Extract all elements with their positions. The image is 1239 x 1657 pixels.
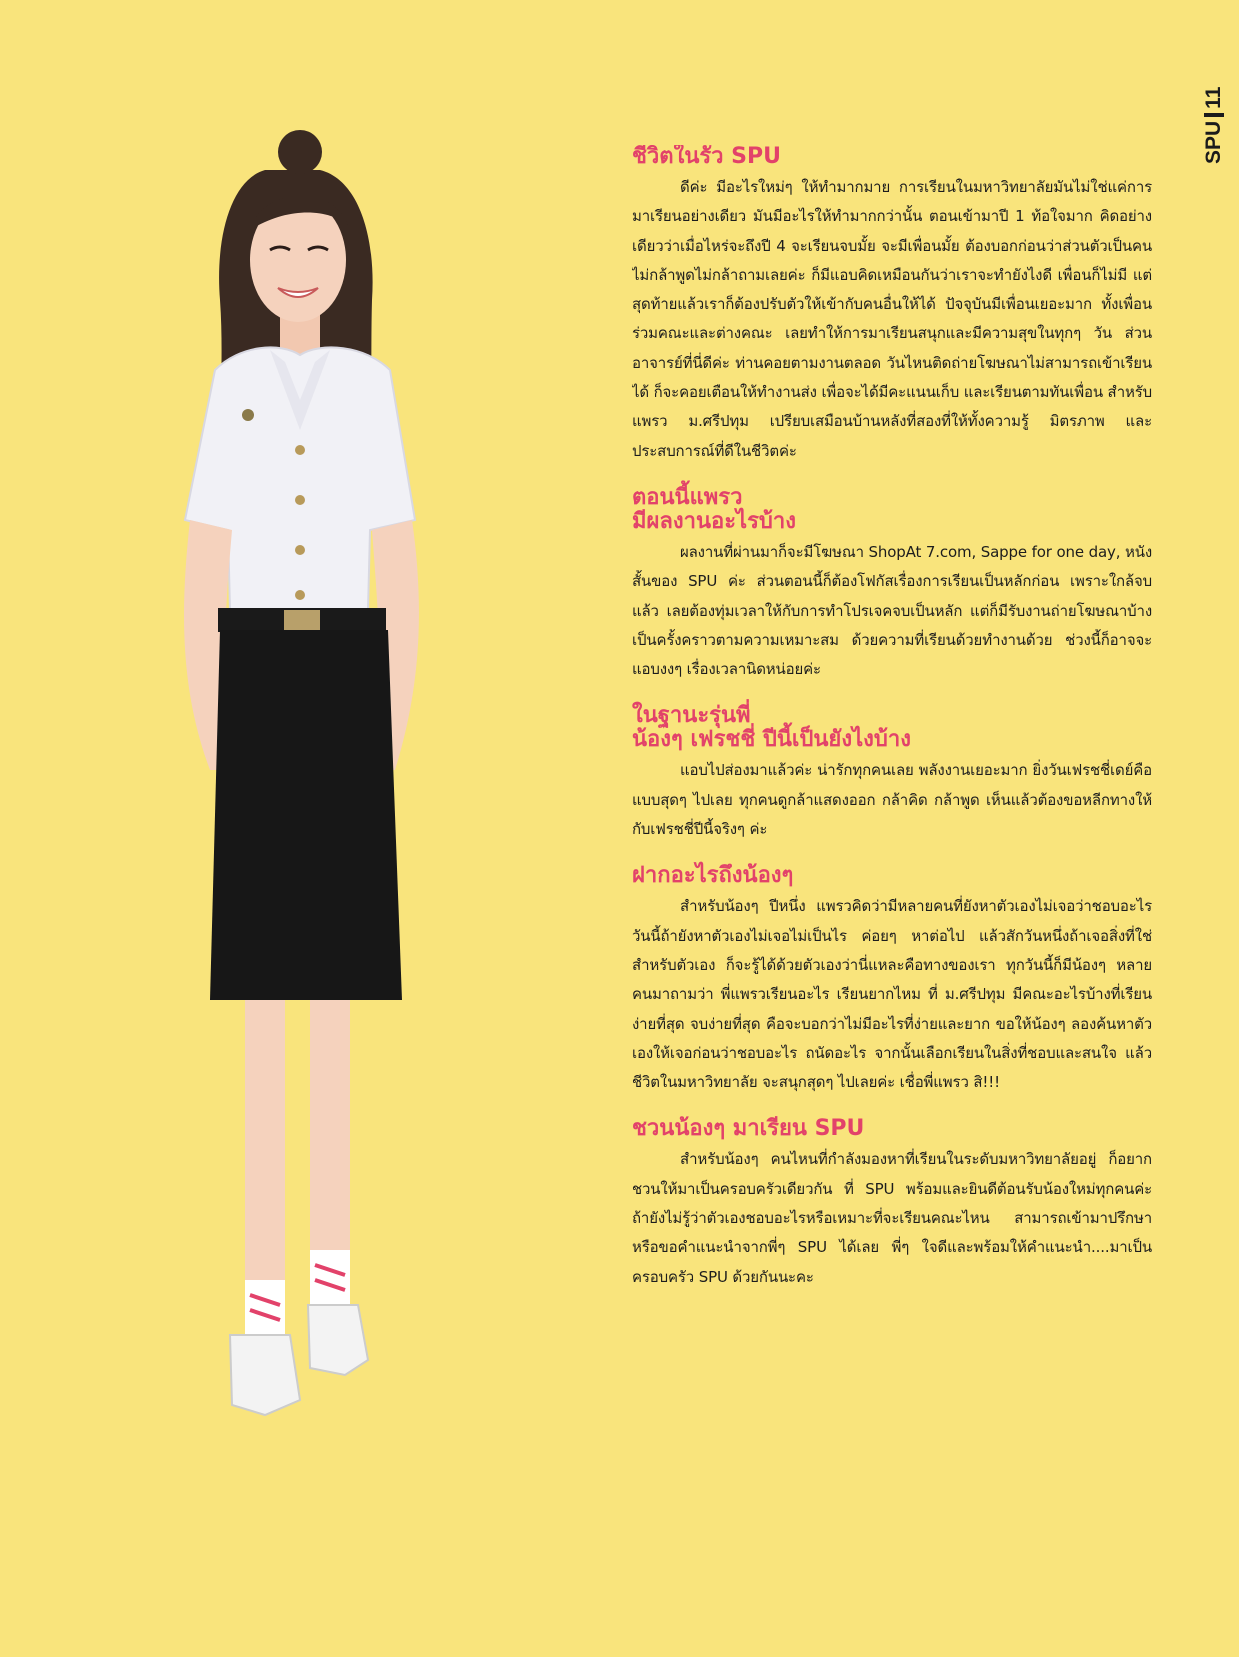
section-as-senior — [632, 704, 1152, 844]
section-heading: ชวนน้องๆ มาเรียน SPU — [632, 1116, 865, 1142]
section-heading: ในฐานะรุ่นพี่ น้องๆ เฟรชชี่ ปีนี้เป็นยังไงบ้าง — [632, 703, 911, 753]
section-body: ดีค่ะ มีอะไรใหม่ๆ ให้ทำมากมาย การเรียนในมหาวิทยาลัยมันไม่ใช่แค่การมาเรียนอย่างเดียว มันมีอะไรให้ทำมากกว่านั้น ตอนเข้ามาปี 1 ท้อใจมาก คิดอย่างเดียวว่าเมื่อไหร่จะถึงปี 4 จะเรียนจบมั้ย จะมีเพื่อนมั้ย ต้องบอกก่อนว่าส่วนตัวเป็นคนไม่กล้าพูดไม่กล้าถามเลยค่ะ ก็มีแอบคิดเหมือนกันว่าเราจะทำยังไงดี เพื่อนก็ไม่มี แต่สุดท้ายแล้วเราก็ต้องปรับตัวให้เข้ากับคนอื่นให้ได้ ปัจจุบันมีเพื่อนเยอะมาก ทั้งเพื่อนร่วมคณะและต่างคณะ เลยทำให้การมาเรียนสนุกและมีความสุขในทุกๆ วัน ส่วนอาจารย์ที่นี่ดีค่ะ ท่านคอยตามงานตลอด วันไหนติดถ่ายโฆษณาไม่สามารถเข้าเรียนได้ ก็จะคอยเตือนให้ทำงานส่ง เพื่อจะได้มีคะแนนเก็บ และเรียนตามทันเพื่อน สำหรับแพรว ม.ศรีปทุม เปรียบเสมือนบ้านหลังที่สองที่ให้ทั้งความรู้ มิตรภาพ และประสบการณ์ที่ดีในชีวิตค่ะ — [632, 178, 1152, 460]
student-illustration — [120, 130, 540, 1480]
section-message-to-juniors — [632, 864, 1152, 1097]
section-current-work — [632, 486, 1152, 684]
section-body: แอบไปส่องมาแล้วค่ะ น่ารักทุกคนเลย พลังงานเยอะมาก ยิ่งวันเฟรชชี่เดย์คือแบบสุดๆ ไปเลย ทุกคนดูกล้าแสดงออก กล้าคิด กล้าพูด เห็นแล้วต้องขอหลีกทางให้กับเฟรชชี่ปีนี้จริงๆ ค่ะ — [632, 761, 1152, 839]
student-photo — [120, 130, 540, 1480]
section-heading: ชีวิตในรั้ว SPU — [632, 145, 782, 169]
section-body: สำหรับน้องๆ ปีหนึ่ง แพรวคิดว่ามีหลายคนที่ยังหาตัวเองไม่เจอว่าชอบอะไร วันนี้ถ้ายังหาตัวเองไม่เจอไม่เป็นไร ค่อยๆ หาต่อไป แล้วสักวันหนึ่งถ้าเจอสิ่งที่ใช่สำหรับตัวเอง ก็จะรู้ได้ด้วยตัวเองว่านี่แหละคือทางของเรา ทุกวันนี้ก็มีน้องๆ หลายคนมาถามว่า พี่แพรวเรียนอะไร เรียนยากไหม ที่ ม.ศรีปทุม มีคณะอะไรบ้างที่เรียนง่ายที่สุด จบง่ายที่สุด คือจะบอกว่าไม่มีอะไรที่ง่ายและยาก ขอให้น้องๆ ลองค้นหาตัวเองให้เจอก่อนว่าชอบอะไร ถนัดอะไร จากนั้นเลือกเรียนในสิ่งที่ชอบและสนใจ แล้วชีวิตในมหาวิทยาลัย จะสนุกสุดๆ ไปเลยค่ะ เชื่อพี่แพรว สิ!!! — [632, 897, 1152, 1092]
section-heading: ฝากอะไรถึงน้องๆ — [632, 863, 794, 889]
brand-label: SPU — [1202, 120, 1225, 164]
section-heading: ตอนนี้แพรว มีผลงานอะไรบ้าง — [632, 484, 796, 534]
page-marker — [1201, 68, 1227, 164]
divider-bar — [1204, 113, 1224, 117]
page-number: 11 — [1202, 86, 1225, 109]
section-body: ผลงานที่ผ่านมาก็จะมีโฆษณา ShopAt 7.com, Sappe for one day, หนังสั้นของ SPU ค่ะ ส่วนตอนนี้ก็ต้องโฟกัสเรื่องการเรียนเป็นหลักก่อน เพราะใกล้จบแล้ว เลยต้องทุ่มเวลาให้กับการทำโปรเจคจบเป็นหลัก แต่ก็มีรับงานถ่ายโฆษณาบ้างเป็นครั้งคราวตามความเหมาะสม ด้วยความที่เรียนด้วยทำงานด้วย ช่วงนี้ก็อาจจะแอบงงๆ เรื่องเวลานิดหน่อยค่ะ — [632, 542, 1152, 679]
page-marker-text — [1201, 68, 1227, 164]
section-life-in-spu — [632, 145, 1152, 466]
article — [632, 145, 1152, 1525]
section-body: สำหรับน้องๆ คนไหนที่กำลังมองหาที่เรียนในระดับมหาวิทยาลัยอยู่ ก็อยากชวนให้มาเป็นครอบครัวเดียวกัน ที่ SPU พร้อมและยินดีต้อนรับน้องใหม่ทุกคนค่ะ ถ้ายังไม่รู้ว่าตัวเองชอบอะไรหรือเหมาะที่จะเรียนคณะไหน สามารถเข้ามาปรึกษาหรือขอคำแนะนำจากพี่ๆ SPU ได้เลย พี่ๆ ใจดีและพร้อมให้คำแนะนำ....มาเป็นครอบครัว SPU ด้วยกันนะคะ — [632, 1150, 1152, 1286]
section-invite-to-spu — [632, 1117, 1152, 1291]
